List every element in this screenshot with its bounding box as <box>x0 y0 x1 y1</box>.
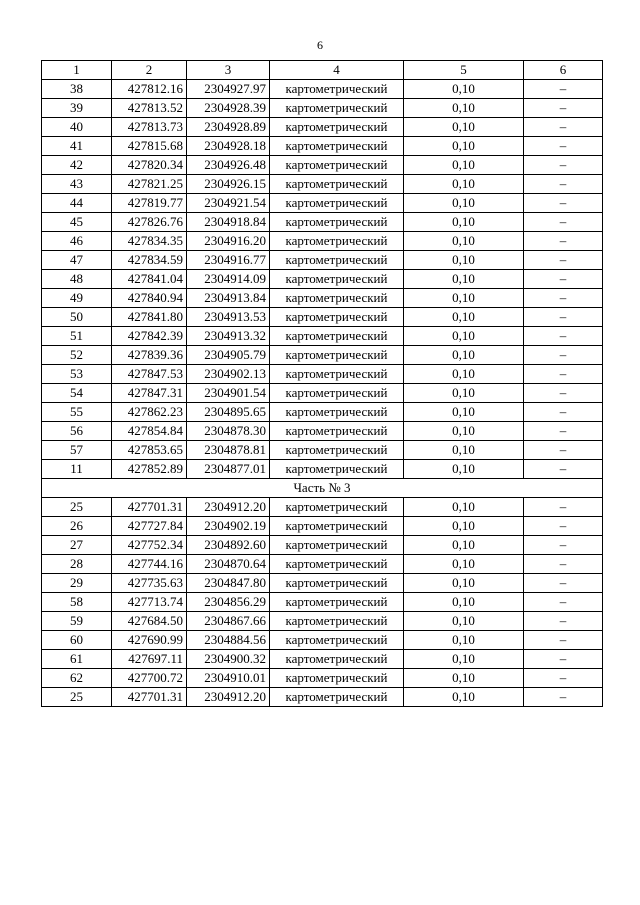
extra-cell: – <box>524 137 603 156</box>
method-cell: картометрический <box>270 251 404 270</box>
x-coordinate-cell: 427727.84 <box>112 517 187 536</box>
extra-cell: – <box>524 365 603 384</box>
extra-cell: – <box>524 555 603 574</box>
extra-cell: – <box>524 498 603 517</box>
y-coordinate-cell: 2304928.39 <box>187 99 270 118</box>
y-coordinate-cell: 2304847.80 <box>187 574 270 593</box>
y-coordinate-cell: 2304928.18 <box>187 137 270 156</box>
extra-cell: – <box>524 612 603 631</box>
error-cell: 0,10 <box>404 460 524 479</box>
point-number-cell: 28 <box>42 555 112 574</box>
point-number-cell: 49 <box>42 289 112 308</box>
x-coordinate-cell: 427701.31 <box>112 498 187 517</box>
point-number-cell: 44 <box>42 194 112 213</box>
point-number-cell: 56 <box>42 422 112 441</box>
extra-cell: – <box>524 99 603 118</box>
method-cell: картометрический <box>270 365 404 384</box>
y-coordinate-cell: 2304928.89 <box>187 118 270 137</box>
method-cell: картометрический <box>270 593 404 612</box>
error-cell: 0,10 <box>404 498 524 517</box>
y-coordinate-cell: 2304902.19 <box>187 517 270 536</box>
y-coordinate-cell: 2304878.81 <box>187 441 270 460</box>
y-coordinate-cell: 2304912.20 <box>187 498 270 517</box>
extra-cell: – <box>524 631 603 650</box>
extra-cell: – <box>524 536 603 555</box>
y-coordinate-cell: 2304913.84 <box>187 289 270 308</box>
point-number-cell: 43 <box>42 175 112 194</box>
header-row <box>42 61 603 80</box>
point-number-cell: 25 <box>42 688 112 707</box>
table-row <box>42 99 603 118</box>
error-cell: 0,10 <box>404 251 524 270</box>
x-coordinate-cell: 427847.31 <box>112 384 187 403</box>
point-number-cell: 50 <box>42 308 112 327</box>
table-row <box>42 593 603 612</box>
error-cell: 0,10 <box>404 612 524 631</box>
method-cell: картометрический <box>270 555 404 574</box>
extra-cell: – <box>524 251 603 270</box>
section-divider <box>42 479 603 498</box>
table-row <box>42 688 603 707</box>
error-cell: 0,10 <box>404 574 524 593</box>
table-row <box>42 403 603 422</box>
extra-cell: – <box>524 403 603 422</box>
error-cell: 0,10 <box>404 346 524 365</box>
table-row <box>42 346 603 365</box>
x-coordinate-cell: 427853.65 <box>112 441 187 460</box>
table-row <box>42 365 603 384</box>
section-row <box>42 479 603 498</box>
error-cell: 0,10 <box>404 175 524 194</box>
method-cell: картометрический <box>270 422 404 441</box>
x-coordinate-cell: 427701.31 <box>112 688 187 707</box>
table-row <box>42 612 603 631</box>
error-cell: 0,10 <box>404 669 524 688</box>
point-number-cell: 59 <box>42 612 112 631</box>
extra-cell: – <box>524 650 603 669</box>
header-col-4: 4 <box>270 61 404 80</box>
error-cell: 0,10 <box>404 422 524 441</box>
error-cell: 0,10 <box>404 688 524 707</box>
x-coordinate-cell: 427684.50 <box>112 612 187 631</box>
y-coordinate-cell: 2304912.20 <box>187 688 270 707</box>
method-cell: картометрический <box>270 137 404 156</box>
error-cell: 0,10 <box>404 631 524 650</box>
method-cell: картометрический <box>270 688 404 707</box>
table-row <box>42 498 603 517</box>
error-cell: 0,10 <box>404 650 524 669</box>
error-cell: 0,10 <box>404 308 524 327</box>
table-row <box>42 460 603 479</box>
header-col-3: 3 <box>187 61 270 80</box>
table-row <box>42 574 603 593</box>
method-cell: картометрический <box>270 213 404 232</box>
extra-cell: – <box>524 422 603 441</box>
table-row <box>42 232 603 251</box>
x-coordinate-cell: 427700.72 <box>112 669 187 688</box>
method-cell: картометрический <box>270 346 404 365</box>
extra-cell: – <box>524 688 603 707</box>
method-cell: картометрический <box>270 175 404 194</box>
table-header <box>42 61 603 80</box>
y-coordinate-cell: 2304870.64 <box>187 555 270 574</box>
table-row <box>42 118 603 137</box>
method-cell: картометрический <box>270 194 404 213</box>
header-col-2: 2 <box>112 61 187 80</box>
error-cell: 0,10 <box>404 536 524 555</box>
method-cell: картометрический <box>270 118 404 137</box>
point-number-cell: 52 <box>42 346 112 365</box>
point-number-cell: 46 <box>42 232 112 251</box>
x-coordinate-cell: 427852.89 <box>112 460 187 479</box>
x-coordinate-cell: 427842.39 <box>112 327 187 346</box>
x-coordinate-cell: 427820.34 <box>112 156 187 175</box>
y-coordinate-cell: 2304892.60 <box>187 536 270 555</box>
y-coordinate-cell: 2304910.01 <box>187 669 270 688</box>
error-cell: 0,10 <box>404 99 524 118</box>
point-number-cell: 39 <box>42 99 112 118</box>
error-cell: 0,10 <box>404 327 524 346</box>
point-number-cell: 25 <box>42 498 112 517</box>
error-cell: 0,10 <box>404 441 524 460</box>
method-cell: картометрический <box>270 669 404 688</box>
point-number-cell: 27 <box>42 536 112 555</box>
table-row <box>42 80 603 99</box>
x-coordinate-cell: 427826.76 <box>112 213 187 232</box>
header-col-5: 5 <box>404 61 524 80</box>
extra-cell: – <box>524 460 603 479</box>
method-cell: картометрический <box>270 308 404 327</box>
point-number-cell: 62 <box>42 669 112 688</box>
error-cell: 0,10 <box>404 137 524 156</box>
error-cell: 0,10 <box>404 403 524 422</box>
point-number-cell: 51 <box>42 327 112 346</box>
method-cell: картометрический <box>270 612 404 631</box>
method-cell: картометрический <box>270 156 404 175</box>
table-row <box>42 422 603 441</box>
point-number-cell: 38 <box>42 80 112 99</box>
point-number-cell: 48 <box>42 270 112 289</box>
y-coordinate-cell: 2304877.01 <box>187 460 270 479</box>
point-number-cell: 61 <box>42 650 112 669</box>
table-row <box>42 308 603 327</box>
method-cell: картометрический <box>270 517 404 536</box>
error-cell: 0,10 <box>404 232 524 251</box>
table-row <box>42 650 603 669</box>
point-number-cell: 57 <box>42 441 112 460</box>
extra-cell: – <box>524 232 603 251</box>
y-coordinate-cell: 2304895.65 <box>187 403 270 422</box>
x-coordinate-cell: 427834.35 <box>112 232 187 251</box>
x-coordinate-cell: 427847.53 <box>112 365 187 384</box>
table-row <box>42 270 603 289</box>
y-coordinate-cell: 2304913.53 <box>187 308 270 327</box>
table-row <box>42 251 603 270</box>
y-coordinate-cell: 2304884.56 <box>187 631 270 650</box>
table-body-part-3 <box>42 498 603 707</box>
x-coordinate-cell: 427815.68 <box>112 137 187 156</box>
x-coordinate-cell: 427839.36 <box>112 346 187 365</box>
error-cell: 0,10 <box>404 365 524 384</box>
point-number-cell: 45 <box>42 213 112 232</box>
extra-cell: – <box>524 289 603 308</box>
x-coordinate-cell: 427840.94 <box>112 289 187 308</box>
table-row <box>42 327 603 346</box>
x-coordinate-cell: 427834.59 <box>112 251 187 270</box>
method-cell: картометрический <box>270 536 404 555</box>
y-coordinate-cell: 2304900.32 <box>187 650 270 669</box>
x-coordinate-cell: 427854.84 <box>112 422 187 441</box>
extra-cell: – <box>524 270 603 289</box>
method-cell: картометрический <box>270 384 404 403</box>
x-coordinate-cell: 427841.04 <box>112 270 187 289</box>
y-coordinate-cell: 2304926.15 <box>187 175 270 194</box>
x-coordinate-cell: 427752.34 <box>112 536 187 555</box>
method-cell: картометрический <box>270 498 404 517</box>
table-row <box>42 441 603 460</box>
y-coordinate-cell: 2304921.54 <box>187 194 270 213</box>
x-coordinate-cell: 427735.63 <box>112 574 187 593</box>
y-coordinate-cell: 2304916.77 <box>187 251 270 270</box>
y-coordinate-cell: 2304856.29 <box>187 593 270 612</box>
extra-cell: – <box>524 669 603 688</box>
page-number: 6 <box>317 38 323 52</box>
extra-cell: – <box>524 175 603 194</box>
error-cell: 0,10 <box>404 80 524 99</box>
method-cell: картометрический <box>270 460 404 479</box>
header-col-1: 1 <box>42 61 112 80</box>
table-row <box>42 631 603 650</box>
point-number-cell: 54 <box>42 384 112 403</box>
extra-cell: – <box>524 327 603 346</box>
table-row <box>42 669 603 688</box>
table-row <box>42 175 603 194</box>
error-cell: 0,10 <box>404 593 524 612</box>
y-coordinate-cell: 2304927.97 <box>187 80 270 99</box>
method-cell: картометрический <box>270 441 404 460</box>
table-row <box>42 384 603 403</box>
section-title: Часть № 3 <box>42 479 603 498</box>
method-cell: картометрический <box>270 99 404 118</box>
x-coordinate-cell: 427690.99 <box>112 631 187 650</box>
y-coordinate-cell: 2304901.54 <box>187 384 270 403</box>
method-cell: картометрический <box>270 80 404 99</box>
table-row <box>42 536 603 555</box>
extra-cell: – <box>524 593 603 612</box>
extra-cell: – <box>524 213 603 232</box>
x-coordinate-cell: 427812.16 <box>112 80 187 99</box>
point-number-cell: 53 <box>42 365 112 384</box>
point-number-cell: 41 <box>42 137 112 156</box>
y-coordinate-cell: 2304918.84 <box>187 213 270 232</box>
method-cell: картометрический <box>270 650 404 669</box>
point-number-cell: 58 <box>42 593 112 612</box>
method-cell: картометрический <box>270 232 404 251</box>
x-coordinate-cell: 427819.77 <box>112 194 187 213</box>
error-cell: 0,10 <box>404 555 524 574</box>
error-cell: 0,10 <box>404 118 524 137</box>
x-coordinate-cell: 427744.16 <box>112 555 187 574</box>
extra-cell: – <box>524 80 603 99</box>
error-cell: 0,10 <box>404 270 524 289</box>
y-coordinate-cell: 2304867.66 <box>187 612 270 631</box>
table-row <box>42 555 603 574</box>
x-coordinate-cell: 427813.73 <box>112 118 187 137</box>
error-cell: 0,10 <box>404 517 524 536</box>
extra-cell: – <box>524 194 603 213</box>
table-row <box>42 289 603 308</box>
extra-cell: – <box>524 308 603 327</box>
extra-cell: – <box>524 384 603 403</box>
point-number-cell: 47 <box>42 251 112 270</box>
table-row <box>42 517 603 536</box>
error-cell: 0,10 <box>404 384 524 403</box>
x-coordinate-cell: 427821.25 <box>112 175 187 194</box>
point-number-cell: 26 <box>42 517 112 536</box>
method-cell: картометрический <box>270 574 404 593</box>
method-cell: картометрический <box>270 327 404 346</box>
y-coordinate-cell: 2304916.20 <box>187 232 270 251</box>
x-coordinate-cell: 427862.23 <box>112 403 187 422</box>
y-coordinate-cell: 2304913.32 <box>187 327 270 346</box>
point-number-cell: 29 <box>42 574 112 593</box>
header-col-6: 6 <box>524 61 603 80</box>
extra-cell: – <box>524 441 603 460</box>
y-coordinate-cell: 2304914.09 <box>187 270 270 289</box>
table-row <box>42 156 603 175</box>
table-row <box>42 194 603 213</box>
method-cell: картометрический <box>270 403 404 422</box>
extra-cell: – <box>524 517 603 536</box>
point-number-cell: 40 <box>42 118 112 137</box>
point-number-cell: 42 <box>42 156 112 175</box>
x-coordinate-cell: 427841.80 <box>112 308 187 327</box>
table-row <box>42 213 603 232</box>
extra-cell: – <box>524 118 603 137</box>
table-row <box>42 137 603 156</box>
method-cell: картометрический <box>270 270 404 289</box>
extra-cell: – <box>524 156 603 175</box>
error-cell: 0,10 <box>404 156 524 175</box>
x-coordinate-cell: 427713.74 <box>112 593 187 612</box>
table-body-part-2 <box>42 80 603 479</box>
error-cell: 0,10 <box>404 213 524 232</box>
y-coordinate-cell: 2304878.30 <box>187 422 270 441</box>
point-number-cell: 60 <box>42 631 112 650</box>
extra-cell: – <box>524 346 603 365</box>
y-coordinate-cell: 2304902.13 <box>187 365 270 384</box>
x-coordinate-cell: 427697.11 <box>112 650 187 669</box>
method-cell: картометрический <box>270 631 404 650</box>
coordinates-table <box>41 60 603 707</box>
y-coordinate-cell: 2304905.79 <box>187 346 270 365</box>
point-number-cell: 11 <box>42 460 112 479</box>
extra-cell: – <box>524 574 603 593</box>
method-cell: картометрический <box>270 289 404 308</box>
x-coordinate-cell: 427813.52 <box>112 99 187 118</box>
y-coordinate-cell: 2304926.48 <box>187 156 270 175</box>
error-cell: 0,10 <box>404 194 524 213</box>
point-number-cell: 55 <box>42 403 112 422</box>
error-cell: 0,10 <box>404 289 524 308</box>
